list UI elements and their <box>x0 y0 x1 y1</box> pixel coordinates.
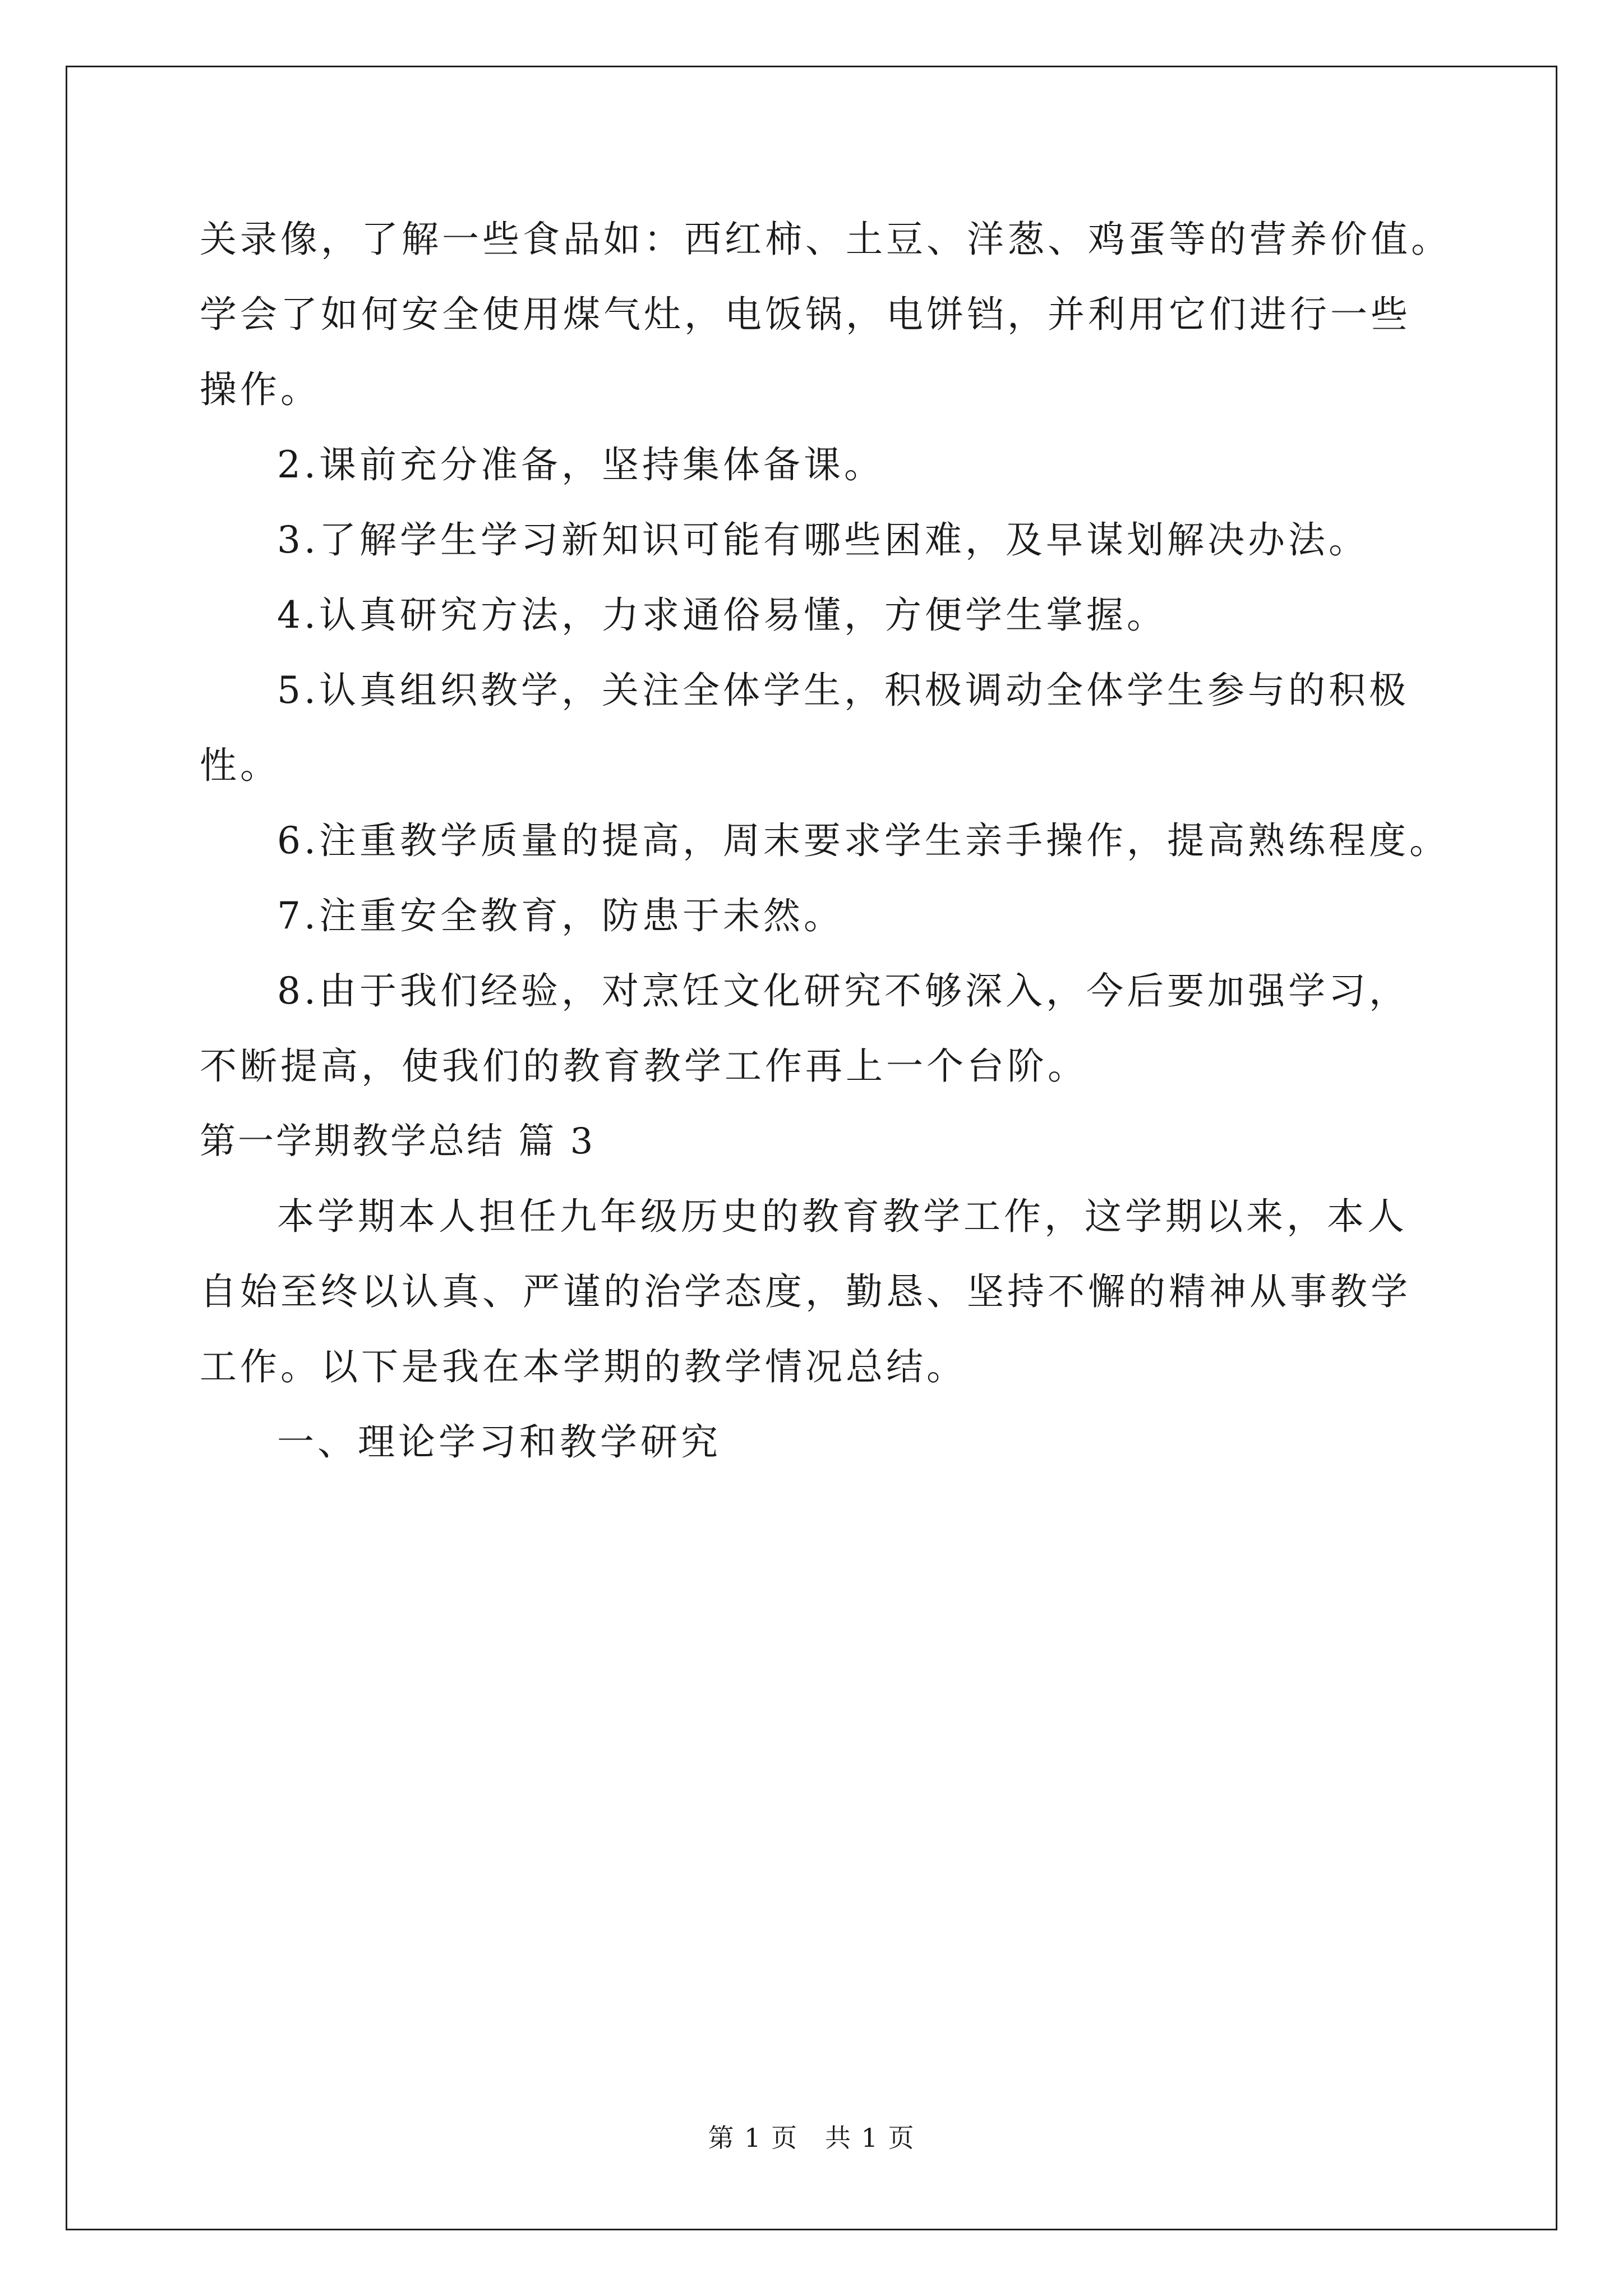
list-item-8: 8.由于我们经验，对烹饪文化研究不够深入，今后要加强学习， <box>277 969 1409 1013</box>
paragraph-line-2: 学会了如何安全使用煤气灶，电饭锅，电饼铛，并利用它们进行一些 <box>200 293 1411 336</box>
paragraph-line-3: 操作。 <box>200 368 321 411</box>
list-item-5-continued: 性。 <box>200 744 280 787</box>
subsection-heading: 一、理论学习和教学研究 <box>277 1420 721 1464</box>
list-item-4: 4.认真研究方法，力求通俗易懂，方便学生掌握。 <box>277 593 1167 637</box>
paragraph-line-1: 关录像，了解一些食品如：西红柿、土豆、洋葱、鸡蛋等的营养价值。 <box>200 218 1451 261</box>
section-heading: 第一学期教学总结 篇 3 <box>200 1121 596 1162</box>
document-body <box>200 202 1461 1480</box>
list-item-7: 7.注重安全教育，防患于未然。 <box>277 894 844 937</box>
list-item-8-continued: 不断提高，使我们的教育教学工作再上一个台阶。 <box>200 1045 1088 1088</box>
section-paragraph-line-1: 本学期本人担任九年级历史的教育教学工作，这学期以来，本人 <box>277 1195 1408 1238</box>
page-footer: 第 1 页 共 1 页 <box>708 2123 915 2153</box>
section-paragraph-line-3: 工作。以下是我在本学期的教学情况总结。 <box>200 1345 967 1388</box>
list-item-6: 6.注重教学质量的提高，周末要求学生亲手操作，提高熟练程度。 <box>277 819 1450 862</box>
list-item-5: 5.认真组织教学，关注全体学生，积极调动全体学生参与的积极 <box>277 669 1409 712</box>
section-paragraph-line-2: 自始至终以认真、严谨的治学态度，勤恳、坚持不懈的精神从事教学 <box>200 1270 1411 1313</box>
list-item-3: 3.了解学生学习新知识可能有哪些困难，及早谋划解决办法。 <box>277 518 1369 562</box>
list-item-2: 2.课前充分准备，坚持集体备课。 <box>277 443 884 486</box>
